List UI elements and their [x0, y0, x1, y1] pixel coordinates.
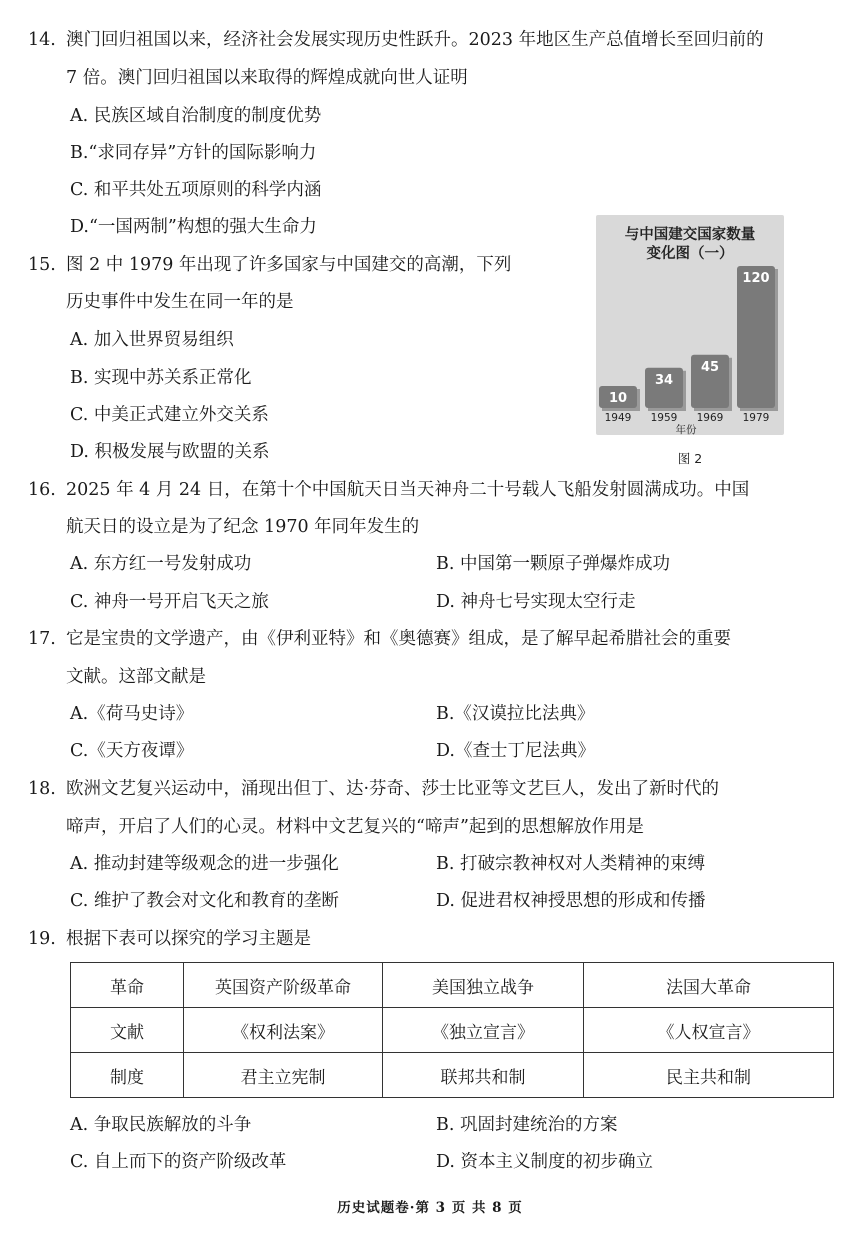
- option-a[interactable]: A. 东方红一号发射成功: [70, 554, 252, 574]
- question-stem: 历史事件中发生在同一年的是: [66, 292, 294, 312]
- bar-chart: [596, 215, 784, 435]
- option-d[interactable]: D. 积极发展与欧盟的关系: [70, 442, 270, 462]
- option-d[interactable]: D. 神舟七号实现太空行走: [436, 592, 636, 612]
- chart-tick-label: 1959: [650, 412, 678, 424]
- option-b[interactable]: B. 巩固封建统治的方案: [436, 1115, 618, 1135]
- chart-title: 与中国建交国家数量: [624, 227, 756, 243]
- table-row: [71, 1008, 834, 1053]
- question-stem: 欧洲文艺复兴运动中，涌现出但丁、达·芬奇、莎士比亚等文艺巨人，发出了新时代的: [66, 779, 720, 799]
- question-stem: 7 倍。澳门回归祖国以来取得的辉煌成就向世人证明: [66, 68, 468, 88]
- chart-data-label: 34: [654, 372, 674, 388]
- table-cell: 《人权宣言》: [584, 1008, 834, 1053]
- chart-bar-group: [737, 266, 778, 424]
- chart-bar: [737, 266, 775, 408]
- option-b[interactable]: B. 中国第一颗原子弹爆炸成功: [436, 554, 670, 574]
- question-number: 15.: [28, 255, 56, 275]
- chart-x-axis-label: 年份: [675, 424, 697, 435]
- chart-data-label: 10: [608, 391, 628, 406]
- question-number: 19.: [28, 929, 56, 949]
- chart-bar-group: [599, 386, 640, 424]
- option-b[interactable]: B. 实现中苏关系正常化: [70, 368, 252, 388]
- option-c[interactable]: C.《天方夜谭》: [70, 741, 194, 761]
- question-number: 16.: [28, 480, 56, 500]
- chart-bar-group: [691, 355, 732, 424]
- figure-caption: 图 2: [677, 451, 703, 466]
- table-row: [71, 963, 834, 1008]
- chart-tick-label: 1969: [696, 412, 724, 424]
- question-number: 17.: [28, 629, 56, 649]
- question-stem: 图 2 中 1979 年出现了许多国家与中国建交的高潮，下列: [66, 255, 512, 275]
- page-footer: 历史试题卷·第 3 页 共 8 页: [337, 1200, 523, 1216]
- chart-bar-group: [645, 368, 686, 424]
- option-b[interactable]: B. 打破宗教神权对人类精神的束缚: [436, 854, 705, 874]
- table-cell: 民主共和制: [584, 1053, 834, 1098]
- table-row: [71, 1053, 834, 1098]
- option-a[interactable]: A.《荷马史诗》: [70, 704, 194, 724]
- chart-data-label: 45: [700, 359, 720, 375]
- option-c[interactable]: C. 维护了教会对文化和教育的垄断: [70, 891, 339, 911]
- table-cell: 《权利法案》: [184, 1008, 383, 1053]
- option-a[interactable]: A. 推动封建等级观念的进一步强化: [70, 854, 339, 874]
- question-stem: 2025 年 4 月 24 日，在第十个中国航天日当天神舟二十号载人飞船发射圆满成功。中国: [66, 480, 750, 500]
- option-a[interactable]: A. 民族区域自治制度的制度优势: [70, 106, 322, 126]
- option-c[interactable]: C. 和平共处五项原则的科学内涵: [70, 180, 322, 200]
- option-c[interactable]: C. 中美正式建立外交关系: [70, 405, 269, 425]
- chart-tick-label: 1979: [742, 412, 770, 424]
- option-b[interactable]: B.《汉谟拉比法典》: [436, 704, 595, 724]
- table-cell: 联邦共和制: [383, 1053, 584, 1098]
- option-a[interactable]: A. 争取民族解放的斗争: [70, 1115, 252, 1135]
- table-cell: 文献: [71, 1008, 184, 1053]
- question-number: 18.: [28, 779, 56, 799]
- option-c[interactable]: C. 神舟一号开启飞天之旅: [70, 592, 269, 612]
- table-cell: 法国大革命: [584, 963, 834, 1008]
- chart-figure: [596, 215, 784, 435]
- table-cell: 英国资产阶级革命: [184, 963, 383, 1008]
- question-stem: 它是宝贵的文学遗产，由《伊利亚特》和《奥德赛》组成，是了解早起希腊社会的重要: [66, 629, 731, 649]
- question-number: 14.: [28, 30, 56, 50]
- table-cell: 《独立宣言》: [383, 1008, 584, 1053]
- table-cell: 君主立宪制: [184, 1053, 383, 1098]
- option-d[interactable]: D. 促进君权神授思想的形成和传播: [436, 891, 706, 911]
- comparison-table: [70, 962, 834, 1098]
- chart-title: 变化图（一）: [646, 246, 734, 262]
- table-cell: 革命: [71, 963, 184, 1008]
- chart-tick-label: 1949: [604, 412, 632, 424]
- option-a[interactable]: A. 加入世界贸易组织: [70, 330, 234, 350]
- option-c[interactable]: C. 自上而下的资产阶级改革: [70, 1152, 287, 1172]
- option-d[interactable]: D.“一国两制”构想的强大生命力: [70, 217, 317, 237]
- option-d[interactable]: D. 资本主义制度的初步确立: [436, 1152, 654, 1172]
- question-stem: 澳门回归祖国以来，经济社会发展实现历史性跃升。2023 年地区生产总值增长至回归前的: [66, 30, 764, 50]
- question-stem: 啼声，开启了人们的心灵。材料中文艺复兴的“啼声”起到的思想解放作用是: [66, 817, 644, 837]
- table-cell: 制度: [71, 1053, 184, 1098]
- option-d[interactable]: D.《查士丁尼法典》: [436, 741, 595, 761]
- option-b[interactable]: B.“求同存异”方针的国际影响力: [70, 143, 317, 163]
- chart-data-label: 120: [742, 271, 770, 286]
- question-stem: 航天日的设立是为了纪念 1970 年同年发生的: [66, 517, 420, 537]
- table-cell: 美国独立战争: [383, 963, 584, 1008]
- question-stem: 根据下表可以探究的学习主题是: [66, 929, 311, 949]
- question-stem: 文献。这部文献是: [66, 667, 206, 687]
